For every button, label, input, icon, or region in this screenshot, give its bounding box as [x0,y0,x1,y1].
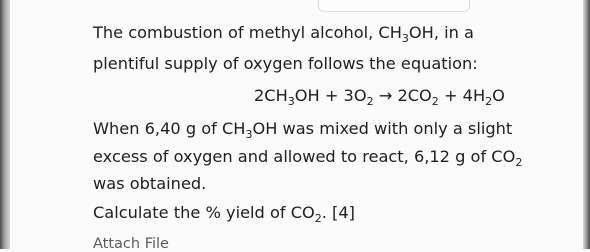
right-edge-shadow [583,0,590,249]
question-line-5: excess of oxygen and allowed to react, 6,12 g of $CO_2$ [93,147,523,169]
left-edge-shadow [0,0,10,249]
question-line-2: plentiful supply of oxygen follows the equation: [93,54,478,73]
question-line-6: was obtained. [93,174,207,193]
attach-file-link[interactable]: Attach File [93,236,169,252]
question-line-4: When 6,40 g of $CH_3OH$ was mixed with only a slight [93,119,513,141]
question-line-7: Calculate the % yield of $CO_2$. [4] [93,203,355,225]
question-line-1: The combustion of methyl alcohol, $CH_3OH$, in a [93,23,474,45]
chemical-equation: $2CH_3OH + 3O_2 \to 2CO_2 + 4H_2O$ [254,86,505,108]
top-tab-element[interactable] [318,0,470,12]
